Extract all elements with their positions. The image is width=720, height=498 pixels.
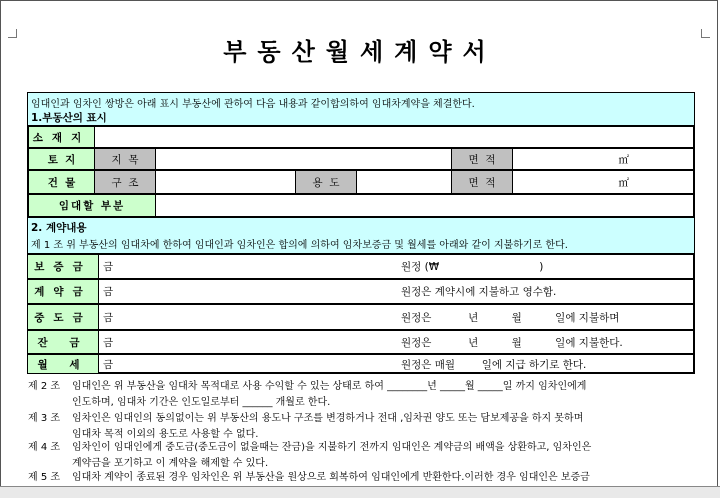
land-category-field[interactable] (155, 148, 452, 170)
window-bottom-edge (0, 486, 720, 498)
clause5-line1: 임대차 계약이 종료된 경우 임차인은 위 부동산을 원상으로 회복하여 임대인에게 반환한다.이러한 경우 임대인은 보증금 (72, 472, 590, 483)
deposit-label: 보증금 (28, 254, 99, 279)
down-payment-text: 원정은 계약시에 지불하고 영수함. (401, 286, 557, 298)
clause3-line2: 임대차 목적 이외의 용도로 사용할 수 없다. (72, 429, 259, 440)
monthly-rent-row[interactable] (98, 354, 694, 374)
land-category-label: 지 목 (94, 148, 156, 170)
deposit-row[interactable] (98, 254, 694, 279)
land-area-unit: ㎡ (618, 153, 629, 166)
structure-field[interactable] (155, 170, 296, 194)
clause5-number: 제 5 조 (28, 472, 61, 483)
balance-label: 잔 금 (28, 330, 99, 354)
intro-text: 임대인과 임차인 쌍방은 아래 표시 부동산에 관하여 다음 내용과 같이합의하여 임대차계약을 체결한다. (31, 99, 475, 110)
section1-heading: 1.부동산의 표시 (31, 112, 107, 124)
balance-row[interactable] (98, 330, 694, 354)
clause4-line1: 임차인이 임대인에게 중도금(중도금이 없을때는 잔금)을 지불하기 전까지 임대인은 계약금의 배액을 상환하고, 임차인은 (72, 442, 592, 453)
land-area-label: 면 적 (451, 148, 513, 170)
monthly-rent-label: 월 세 (28, 354, 99, 374)
land-area-field[interactable] (512, 148, 694, 170)
document-title: 부동산월세계약서 (223, 37, 497, 66)
building-area-unit: ㎡ (618, 176, 629, 189)
structure-label: 구 조 (94, 170, 156, 194)
clause4-line2: 계약금을 포기하고 이 계약을 해제할 수 있다. (72, 458, 269, 469)
location-field[interactable] (94, 126, 694, 148)
building-label: 건 물 (28, 170, 95, 194)
lease-part-label: 임대할 부분 (28, 194, 156, 217)
deposit-prefix: 금 (103, 261, 114, 273)
building-area-label: 면 적 (451, 170, 513, 194)
monthly-rent-prefix: 금 (103, 358, 114, 371)
down-payment-prefix: 금 (103, 286, 114, 298)
clause2-line1: 임대인은 위 부동산을 임대차 목적대로 사용 수익할 수 있는 상태로 하여 ________년 _____월 _____일 까지 임차인에게 (72, 381, 587, 392)
location-label: 소재지 (28, 126, 95, 148)
clause3-line1: 임차인은 임대인의 동의없이는 위 부동산의 용도나 구조를 변경하거나 전대 ,임차권 양도 또는 담보제공을 하지 못하며 (72, 413, 584, 424)
balance-prefix: 금 (103, 336, 114, 349)
clause2-number: 제 2 조 (28, 381, 61, 392)
section2-heading: 2. 계약내용 (31, 222, 87, 234)
down-payment-label: 계약금 (28, 279, 99, 304)
monthly-rent-text: 원정은 매월 일에 지급 하기로 한다. (401, 358, 587, 371)
clause4-number: 제 4 조 (28, 442, 61, 453)
deposit-text: 원정 (₩ ) (401, 261, 544, 273)
clause2-line2: 인도하며, 임대차 기간은 인도일로부터 ______ 개월로 한다. (72, 397, 331, 408)
use-label: 용 도 (295, 170, 357, 194)
use-field[interactable] (356, 170, 452, 194)
down-payment-row[interactable] (98, 279, 694, 304)
lease-part-field[interactable] (155, 194, 694, 217)
balance-text: 원정은 년 월 일에 지불한다. (401, 336, 623, 349)
interim-payment-text: 원정은 년 월 일에 지불하며 (401, 311, 620, 324)
interim-payment-label: 중도금 (28, 304, 99, 330)
land-label: 토 지 (28, 148, 95, 170)
interim-payment-prefix: 금 (103, 311, 114, 324)
interim-payment-row[interactable] (98, 304, 694, 330)
clause3-number: 제 3 조 (28, 413, 61, 424)
building-area-field[interactable] (512, 170, 694, 194)
clause1-text: 제 1 조 위 부동산의 임대차에 한하여 임대인과 임차인은 합의에 의하여 임차보증금 및 월세를 아래와 같이 지불하기로 한다. (31, 240, 568, 251)
